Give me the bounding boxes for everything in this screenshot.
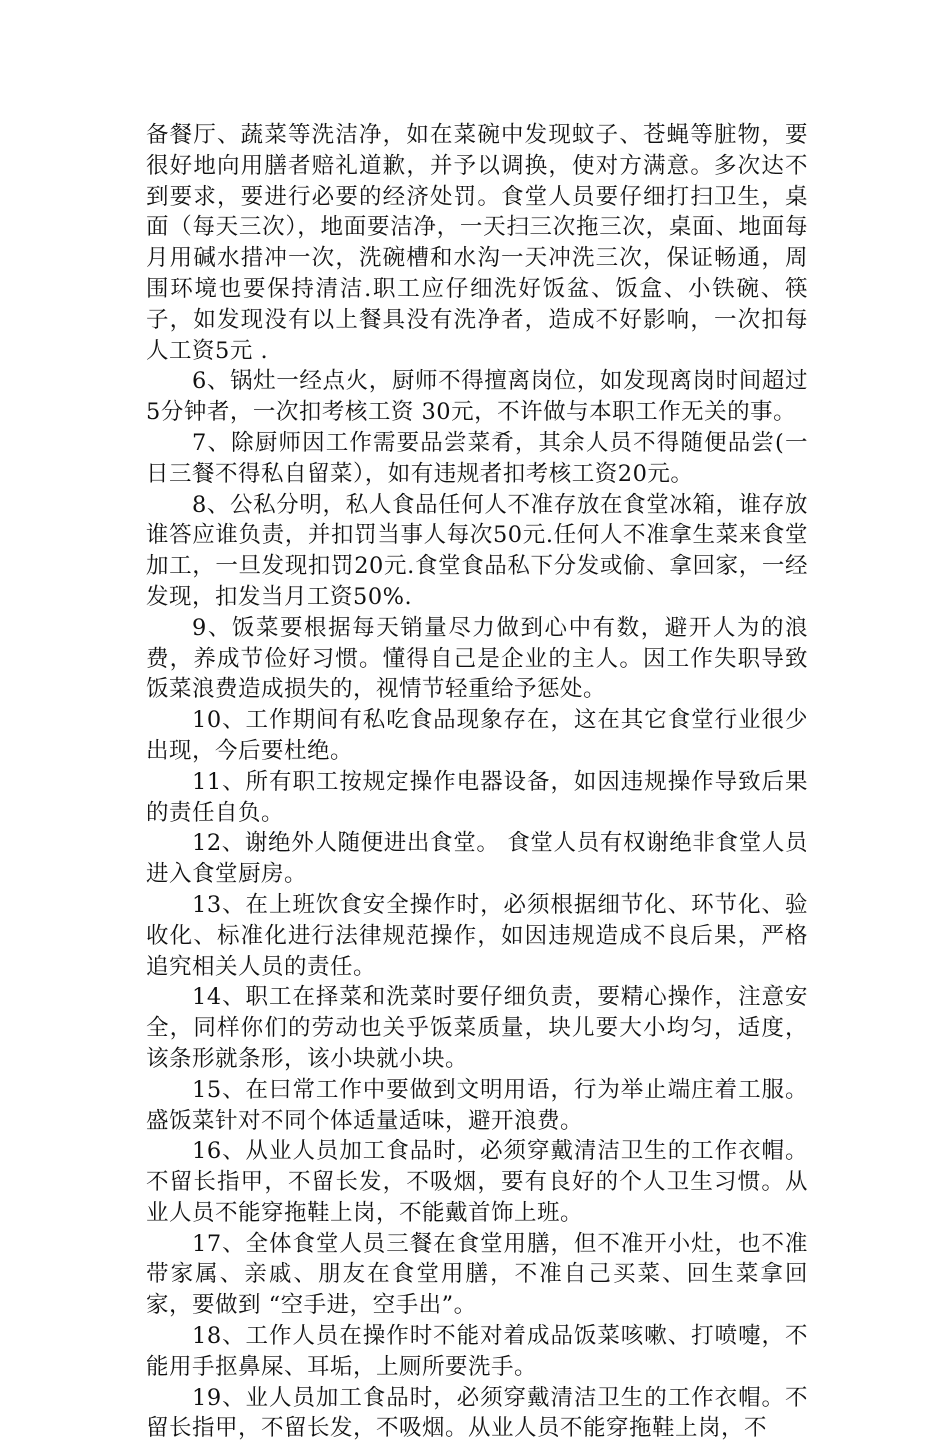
paragraph-rule-8: 8、公私分明，私人食品任何人不准存放在食堂冰箱，谁存放谁答应谁负责，并扣罚当事人每次50元.任何人不准拿生菜来食堂加工，一旦发现扣罚20元.食堂食品私下分发或偷、拿回家，一经发现，扣发当月工资50%.	[146, 491, 808, 610]
paragraph-rule-6: 6、锅灶一经点火，厨师不得擅离岗位，如发现离岗时间超过5分钟者，一次扣考核工资 30元，不许做与本职工作无关的事。	[146, 368, 808, 426]
paragraph-rule-11: 11、所有职工按规定操作电器设备，如因违规操作导致后果的责任自负。	[146, 768, 808, 826]
paragraph-rule-10: 10、工作期间有私吃食品现象存在，这在其它食堂行业很少出现，今后要杜绝。	[146, 707, 808, 764]
paragraph-rule-17: 17、全体食堂人员三餐在食堂用膳，但不准开小灶，也不准带家属、亲戚、朋友在食堂用膳，不准自己买菜、回生菜拿回家，要做到 “空手进，空手出”。	[146, 1230, 808, 1319]
paragraph-rule-7: 7、除厨师因工作需要品尝菜肴，其余人员不得随便品尝(一日三餐不得私自留菜），如有违规者扣考核工资20元。	[146, 429, 808, 487]
paragraph-continued: 备餐厅、蔬菜等洗洁净，如在菜碗中发现蚊子、苍蝇等脏物，要很好地向用膳者赔礼道歉，并予以调换，使对方满意。多次达不到要求，要进行必要的经济处罚。食堂人员要仔细打扫卫生，桌面（每天三次），地面要洁净，一天扫三次拖三次，桌面、地面每月用碱水措冲一次，洗碗槽和水沟一天冲洗三次，保证畅通，周围环境也要保持清洁.职工应仔细洗好饭盆、饭盒、小铁碗、筷子，如发现没有以上餐具没有洗净者，造成不好影响，一次扣每人工资5元 .	[146, 122, 808, 364]
paragraph-rule-13: 13、在上班饮食安全操作时，必须根据细节化、环节化、验收化、标准化进行法律规范操作，如因违规造成不良后果，严格追究相关人员的责任。	[146, 891, 808, 980]
paragraph-rule-16: 16、从业人员加工食品时，必须穿戴清洁卫生的工作衣帽。不留长指甲，不留长发，不吸烟，要有良好的个人卫生习惯。从业人员不能穿拖鞋上岗，不能戴首饰上班。	[146, 1138, 808, 1226]
paragraph-rule-14: 14、职工在择菜和洗菜时要仔细负责，要精心操作，注意安全，同样你们的劳动也关乎饭菜质量，块儿要大小均匀，适度，该条形就条形，该小块就小块。	[146, 984, 808, 1072]
document-body	[146, 120, 808, 1444]
paragraph-rule-19: 19、业人员加工食品时，必须穿戴清洁卫生的工作衣帽。不留长指甲，不留长发，不吸烟。从业人员不能穿拖鞋上岗，不	[146, 1384, 808, 1442]
paragraph-rule-9: 9、饭菜要根据每天销量尽力做到心中有数，避开人为的浪费，养成节俭好习惯。懂得自己是企业的主人。因工作失职导致饭菜浪费造成损失的，视情节轻重给予惩处。	[146, 614, 808, 703]
paragraph-rule-12: 12、谢绝外人随便进出食堂。 食堂人员有权谢绝非食堂人员进入食堂厨房。	[146, 830, 808, 888]
paragraph-rule-15: 15、在曰常工作中要做到文明用语，行为举止端庄着工服。盛饭菜针对不同个体适量适味，避开浪费。	[146, 1076, 808, 1134]
paragraph-rule-18: 18、工作人员在操作时不能对着成品饭菜咳嗽、打喷嚏，不能用手抠鼻屎、耳垢，上厕所要洗手。	[146, 1323, 808, 1380]
